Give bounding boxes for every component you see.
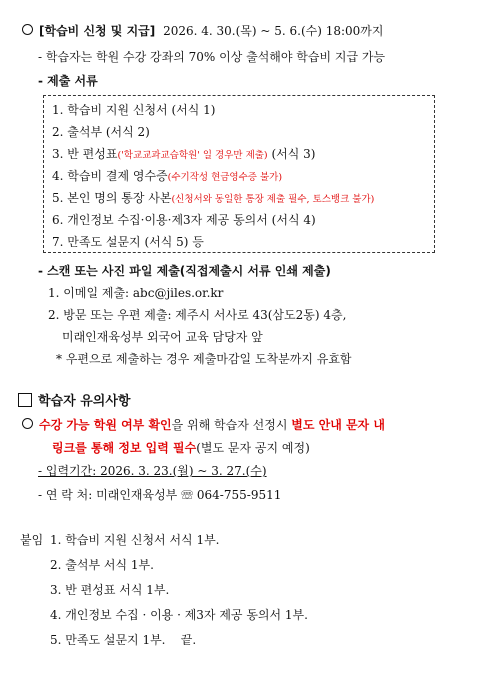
- doc-item-4: 4. 학습비 결제 영수증(수기작성 현금영수증 불가): [52, 169, 283, 183]
- doc-item-6: 6. 개인정보 수집·이용·제3자 제공 동의서 (서식 4): [52, 213, 316, 227]
- notice-heading-line: [18, 390, 130, 409]
- contact-info: - 연 락 처: 미래인재육성부 ☏ 064-755-9511: [38, 488, 282, 502]
- scan-heading: - 스캔 또는 사진 파일 제출(직접제출시 서류 인쇄 제출): [38, 264, 331, 278]
- attachment-item-2: 2. 출석부 서식 1부.: [50, 558, 154, 572]
- apply-period: 2026. 4. 30.(목) ~ 5. 6.(수) 18:00까지: [163, 24, 384, 38]
- doc-item-1: 1. 학습비 지원 신청서 (서식 1): [52, 103, 216, 117]
- doc-item-7: 7. 만족도 설문지 (서식 5) 등: [52, 235, 204, 249]
- doc-item-3: 3. 반 편성표('학교교과교습학원' 일 경우만 제출) (서식 3): [52, 147, 316, 161]
- notice-line-1: 수강 가능 학원 여부 확인을 위해 학습자 선정시 별도 안내 문자 내: [22, 416, 385, 433]
- doc-item-5: 5. 본인 명의 통장 사본(신청서와 동일한 통장 제출 필수, 토스뱅크 불가): [52, 191, 375, 205]
- input-period: - 입력기간: 2026. 3. 23.(월) ~ 3. 27.(수): [38, 464, 267, 478]
- square-bullet-icon: [18, 393, 32, 407]
- notice-heading: 학습자 유의사항: [38, 394, 131, 409]
- attachment-item-3: 3. 반 편성표 서식 1부.: [50, 583, 170, 597]
- attachment-item-4: 4. 개인정보 수집 · 이용 · 제3자 제공 동의서 1부.: [50, 608, 308, 622]
- scan-item-email: 1. 이메일 제출: abc@jiles.or.kr: [48, 286, 224, 300]
- apply-heading-line: [22, 22, 383, 39]
- docs-heading: - 제출 서류: [38, 74, 98, 88]
- attendance-note: - 학습자는 학원 수강 강좌의 70% 이상 출석해야 학습비 지급 가능: [38, 50, 386, 64]
- required-docs-box: [43, 95, 435, 253]
- notice-line-2: 링크를 통해 정보 입력 필수(별도 문자 공지 예정): [52, 441, 310, 455]
- ring-bullet-icon: [22, 418, 33, 429]
- attachment-item-1: 1. 학습비 지원 신청서 서식 1부.: [50, 533, 220, 547]
- doc-item-2: 2. 출석부 (서식 2): [52, 125, 150, 139]
- apply-heading: [학습비 신청 및 지급]: [39, 24, 156, 38]
- ring-bullet-icon: [22, 24, 33, 35]
- scan-item-recipient: 미래인재육성부 외국어 교육 담당자 앞: [62, 330, 263, 344]
- scan-item-visit: 2. 방문 또는 우편 제출: 제주시 서사로 43(삼도2동) 4층,: [48, 308, 347, 322]
- scan-item-postal-note: * 우편으로 제출하는 경우 제출마감일 도착분까지 유효함: [56, 352, 352, 366]
- attachments-label: 붙임: [20, 533, 44, 547]
- attachment-item-5: 5. 만족도 설문지 1부. 끝.: [50, 633, 197, 647]
